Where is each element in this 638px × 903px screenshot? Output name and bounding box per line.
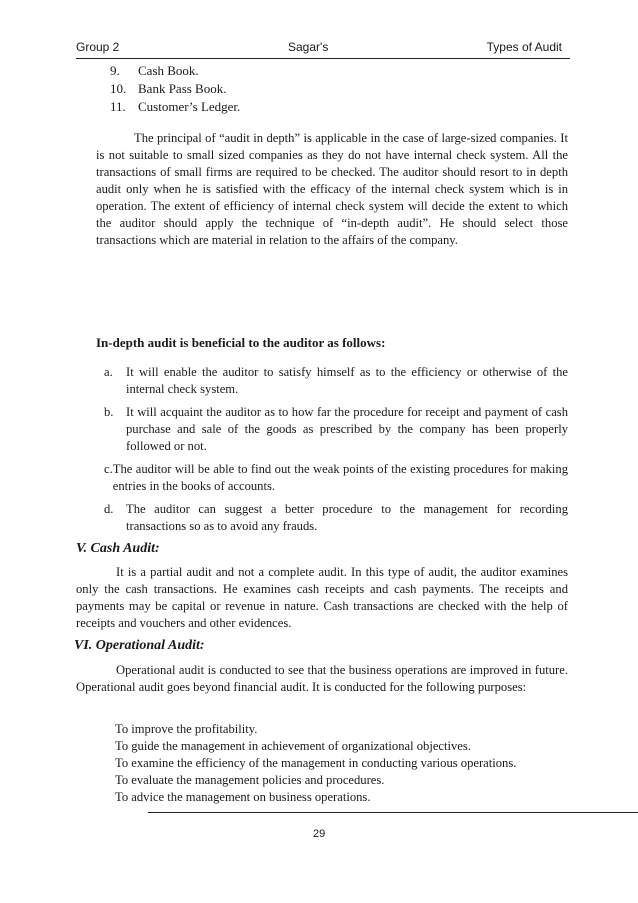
indepth-paragraph: The principal of “audit in depth” is applicable in the case of large-sized companies. It is not suitable to small sized companies as they do not have internal check system. All the transactions of small firms are required to be checked. The auditor should resort to in depth audit only when he is satisfied with the efficacy of the internal check system which is in operation. The extent of efficiency of internal check system will decide the extent to which the auditor should apply the technique of “in-depth audit”. He should select those transactions which are material in relation to the affairs of the company.: [96, 131, 568, 247]
list-text: To guide the management in achievement of organizational objectives.: [115, 739, 471, 753]
cash-audit-heading: V. Cash Audit:: [76, 541, 160, 556]
list-number: 9.: [110, 63, 120, 78]
list-item: [104, 364, 568, 398]
list-number: 11.: [110, 99, 126, 114]
list-text: To advice the management on business operations.: [115, 790, 371, 804]
list-label: d.: [104, 502, 114, 516]
header-chapter: Types of Audit: [486, 40, 562, 54]
list-item: [110, 98, 240, 116]
bullet-glyph: [96, 738, 115, 755]
bullet-glyph: [96, 721, 115, 738]
cash-audit-paragraph: It is a partial audit and not a complete audit. In this type of audit, the auditor examines only the cash transactions. He examines cash receipts and cash payments. The receipts and payments may be capital or revenue in nature. Cash transactions are checked with the help of receipts and vouchers and other evidences.: [76, 565, 568, 630]
header-divider: [76, 58, 570, 59]
list-number: 10.: [110, 81, 127, 96]
list-text: Cash Book.: [138, 63, 199, 78]
operational-audit-paragraph: Operational audit is conducted to see that the business operations are improved in future. Operational audit goes beyond financial audit. It is conducted for the following purposes:: [76, 663, 568, 694]
list-item: [96, 772, 516, 789]
operational-audit-heading: VI. Operational Audit:: [74, 638, 205, 653]
header-group: Group 2: [76, 40, 120, 54]
list-text: The auditor can suggest a better procedure to the management for recording transactions so as to avoid any frauds.: [126, 502, 568, 533]
footer-divider: [148, 812, 638, 813]
list-item: [110, 62, 240, 80]
list-item: [104, 501, 568, 535]
list-item: [96, 755, 516, 772]
list-text: It will acquaint the auditor as to how far the procedure for receipt and payment of cash purchase and sale of the goods as prescribed by the company has been properly followed or not.: [126, 405, 568, 453]
bullet-glyph: [96, 755, 115, 772]
page-header: [76, 40, 562, 58]
bullet-glyph: [96, 789, 115, 806]
list-text: The auditor will be able to find out the weak points of the existing procedures for making entries in the books of accounts.: [112, 462, 568, 493]
bullet-glyph: [96, 772, 115, 789]
list-item: [96, 789, 516, 806]
page-number: 29: [313, 828, 326, 840]
benefits-heading: In-depth audit is beneficial to the auditor as follows:: [96, 335, 386, 350]
books-list: [110, 62, 240, 116]
list-text: To improve the profitability.: [115, 722, 258, 736]
list-text: Bank Pass Book.: [138, 81, 227, 96]
header-author: Sagar's: [288, 40, 329, 54]
list-text: It will enable the auditor to satisfy himself as to the efficiency or otherwise of the internal check system.: [126, 365, 568, 396]
list-item: [96, 738, 516, 755]
list-text: To examine the efficiency of the management in conducting various operations.: [115, 756, 517, 770]
purposes-list: [96, 721, 516, 806]
list-item: [104, 461, 568, 495]
list-label: c.: [104, 462, 113, 476]
list-label: a.: [104, 365, 113, 379]
list-text: To evaluate the management policies and procedures.: [115, 773, 385, 787]
list-label: b.: [104, 405, 114, 419]
list-item: [110, 80, 240, 98]
list-item: [96, 721, 516, 738]
list-text: Customer’s Ledger.: [138, 99, 241, 114]
benefits-list: [104, 364, 568, 535]
list-item: [104, 404, 568, 455]
